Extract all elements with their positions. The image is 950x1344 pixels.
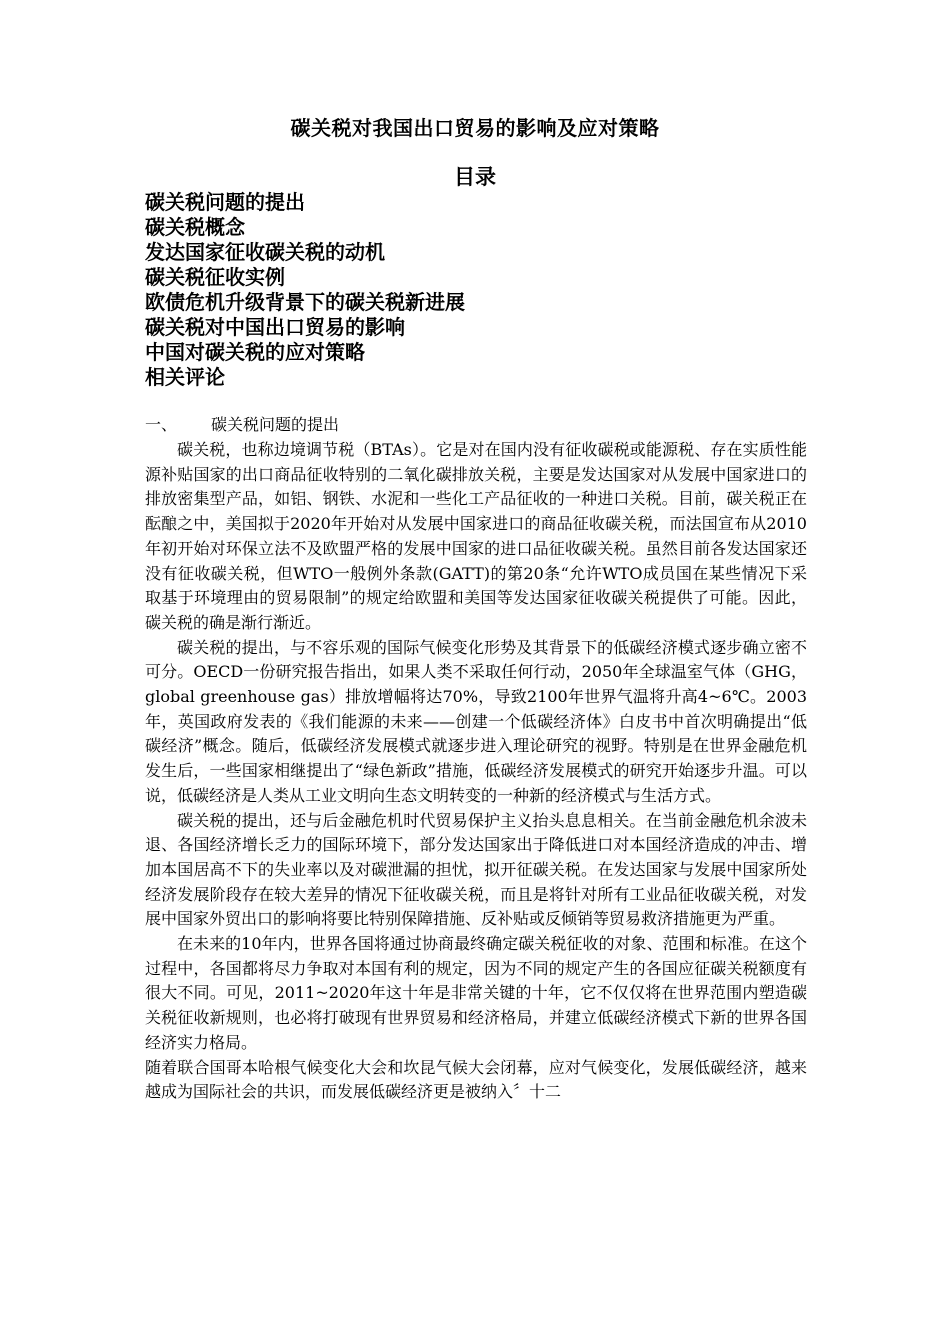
paragraph: 碳关税，也称边境调节税（BTAs）。它是对在国内没有征收碳税或能源税、存在实质性能源补贴国家的出口商品征收特别的二氧化碳排放关税，主要是发达国家对从发展中国家进口的排放密集型产品，如铝、钢铁、水泥和一些化工产品征收的一种进口关税。目前，碳关税正在酝酿之中，美国拟于2020年开始对从发展中国家进口的商品征收碳关税，而法国宣布从2010年初开始对环保立法不及欧盟严格的发展中国家的进口品征收碳关税。虽然目前各发达国家还没有征收碳关税，但WTO一般例外条款(GATT)的第20条“允许WTO成员国在某些情况下采取基于环境理由的贸易限制”的规定给欧盟和美国等发达国家征收碳关税提供了可能。因此，碳关税的确是渐行渐近。: [145, 440, 807, 632]
paragraph: 碳关税的提出，还与后金融危机时代贸易保护主义抬头息息相关。在当前金融危机余波未退、各国经济增长乏力的国际环境下，部分发达国家出于降低进口对本国经济造成的冲击、增加本国居高不下的失业率以及对碳泄漏的担忧，拟开征碳关税。在发达国家与发展中国家所处经济发展阶段存在较大差异的情况下征收碳关税，而且是将针对所有工业品征收碳关税，对发展中国家外贸出口的影响将要比特别保障措施、反补贴或反倾销等贸易救济措施更为严重。: [145, 810, 807, 929]
document-title: 碳关税对我国出口贸易的影响及应对策略: [290, 116, 660, 140]
toc-item[interactable]: 发达国家征收碳关税的动机: [145, 240, 385, 264]
toc-item[interactable]: 碳关税概念: [145, 215, 245, 239]
section-heading: [145, 413, 339, 437]
paragraph: 在未来的10年内，世界各国将通过协商最终确定碳关税征收的对象、范围和标准。在这个过程中，各国都将尽力争取对本国有利的规定，因为不同的规定产生的各国应征碳关税额度有很大不同。可见，2011~2020年这十年是非常关键的十年，它不仅仅将在世界范围内塑造碳关税征收新规则，也必将打破现有世界贸易和经济格局，并建立低碳经济模式下新的世界各国经济实力格局。: [145, 934, 807, 1052]
paragraph: 碳关税的提出，与不容乐观的国际气候变化形势及其背景下的低碳经济模式逐步确立密不可分。OECD一份研究报告指出，如果人类不采取任何行动，2050年全球温室气体（GHG，global greenhouse gas）排放增幅将达70%，导致2100年世界气温将升高4~6℃。2003年，英国政府发表的《我们能源的未来——创建一个低碳经济体》白皮书中首次明确提出“低碳经济”概念。随后，低碳经济发展模式就逐步进入理论研究的视野。特别是在世界金融危机发生后，一些国家相继提出了“绿色新政”措施，低碳经济发展模式的研究开始逐步升温。可以说，低碳经济是人类从工业文明向生态文明转变的一种新的经济模式与生活方式。: [145, 637, 807, 805]
body-text: [145, 438, 807, 1105]
toc-heading: 目录: [454, 165, 496, 189]
toc-item[interactable]: 中国对碳关税的应对策略: [145, 340, 365, 364]
paragraph: 随着联合国哥本哈根气候变化大会和坎昆气候大会闭幕，应对气候变化，发展低碳经济，越来越成为国际社会的共识，而发展低碳经济更是被纳入〞十二: [145, 1057, 807, 1102]
section-number: 一、: [145, 415, 178, 434]
section-title: 碳关税问题的提出: [211, 415, 340, 434]
toc-item[interactable]: 欧债危机升级背景下的碳关税新进展: [145, 290, 465, 314]
toc-item[interactable]: 碳关税对中国出口贸易的影响: [145, 315, 405, 339]
table-of-contents: [145, 190, 465, 390]
toc-item[interactable]: 碳关税征收实例: [145, 265, 285, 289]
toc-item[interactable]: 相关评论: [145, 365, 225, 389]
toc-item[interactable]: 碳关税问题的提出: [145, 190, 305, 214]
